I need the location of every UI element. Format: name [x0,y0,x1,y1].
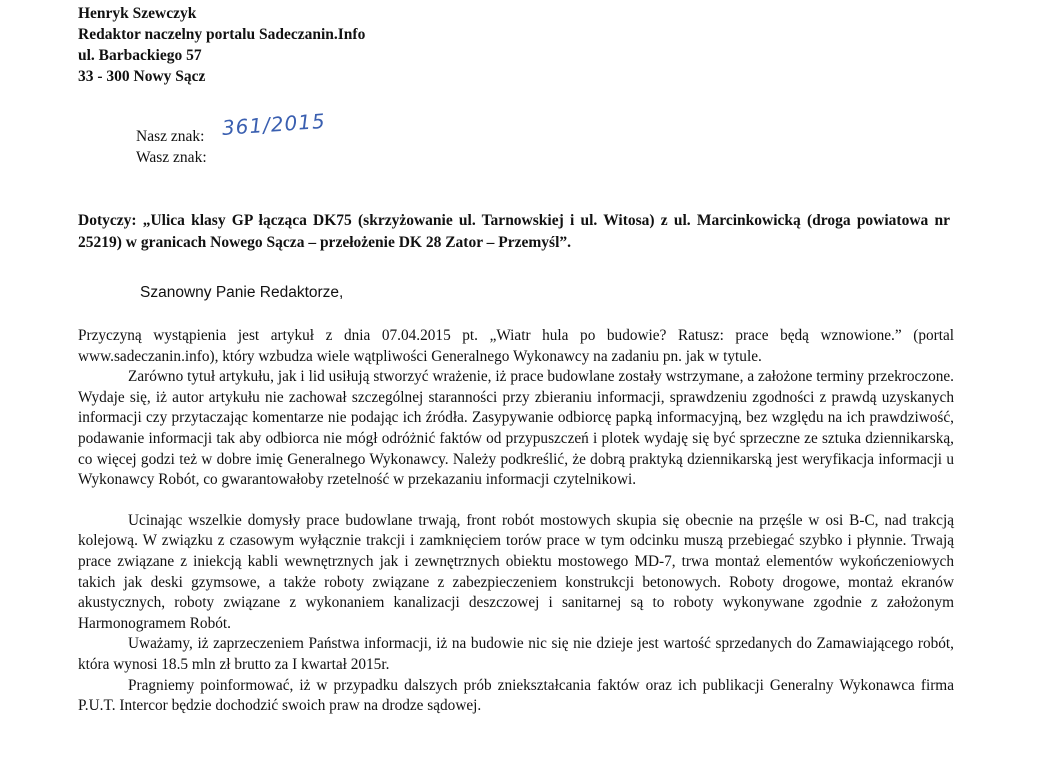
body-paragraph: Uważamy, iż zaprzeczeniem Państwa informacji, iż na budowie nic się nie dzieje jest wartość sprzedanych do Zamawiającego robót, która wynosi 18.5 mln zł brutto za I kwartał 2015r. [78,635,954,673]
letter-subject: Dotyczy: „Ulica klasy GP łącząca DK75 (skrzyżowanie ul. Tarnowskiej i ul. Witosa) z ul. Marcinkowicką (droga powiatowa nr 25219) w granicach Nowego Sącza – przełożenie DK 28 Zator – Przemyśl”. [78,212,950,251]
recipient-name: Henryk Szewczyk [78,5,197,22]
our-reference-row [136,108,327,147]
recipient-city: 33 - 300 Nowy Sącz [78,68,206,85]
our-reference-label: Nasz znak: [136,128,205,145]
your-reference-label: Wasz znak: [136,149,207,166]
our-reference-handwritten-value: 361/2015 [221,108,327,140]
recipient-address-block [78,3,365,87]
body-paragraph: Ucinając wszelkie domysły prace budowlane trwają, front robót mostowych skupia się obecnie na przęśle w osi B-C, nad trakcją kolejową. W związku z czasowym wyłącznie trakcji i zamknięciem torów prace w tym odcinku muszą przebiegać szybko i płynnie. Trwają prace związane z iniekcją kabli wewnętrznych jak i zewnętrznych obiektu mostowego MD-7, trwa montaż elementów wykończeniowych takich jak deski gzymsowe, a także roboty związane z zabezpieczeniem konstrukcji betonowych. Roboty drogowe, montaż ekranów akustycznych, roboty związane z wykonaniem kanalizacji deszczowej i sanitarnej są to roboty wykonywane zgodnie z założonym Harmonogramem Robót. [78,511,954,632]
letter-body [78,326,954,717]
body-paragraph: Zarówno tytuł artykułu, jak i lid usiłują stworzyć wrażenie, iż prace budowlane zostały wstrzymane, a założone terminy przekroczone. Wydaje się, iż autor artykułu nie zachował szczególnej staranności przy zbieraniu informacji, sprawdzeniu zgodności z prawdą uzyskanych informacji czy przytaczając komentarze nie podając ich źródła. Zasypywanie odbiorcę papką informacyjną, bez względu na ich prawdziwość, podawanie informacji tak aby odbiorca nie mógł odróżnić faktów od przypuszczeń i plotek wydaję się być sprzeczne ze sztuka dziennikarską, co więcej godzi też w dobre imię Generalnego Wykonawcy. Należy podkreślić, że dobrą praktyką dziennikarską jest weryfikacja informacji u Wykonawcy Robót, co gwarantowałoby rzetelność w przekazaniu informacji czytelnikowi. [78,368,954,489]
reference-block [136,108,327,168]
recipient-street: ul. Barbackiego 57 [78,47,202,64]
body-paragraph: Pragniemy poinformować, iż w przypadku dalszych prób zniekształcania faktów oraz ich publikacji Generalny Wykonawca firma P.U.T. Intercor będzie dochodzić swoich praw na drodze sądowej. [78,676,954,715]
body-paragraph: Przyczyną wystąpienia jest artykuł z dnia 07.04.2015 pt. „Wiatr hula po budowie? Ratusz: prace będą wznowione.” (portal www.sadeczanin.info), który wzbudza wiele wątpliwości Generalnego Wykonawcy na zadaniu pn. jak w tytule. [78,327,954,365]
salutation: Szanowny Panie Redaktorze, [140,284,344,301]
recipient-position: Redaktor naczelny portalu Sadeczanin.Info [78,26,366,43]
your-reference-row [136,147,207,168]
